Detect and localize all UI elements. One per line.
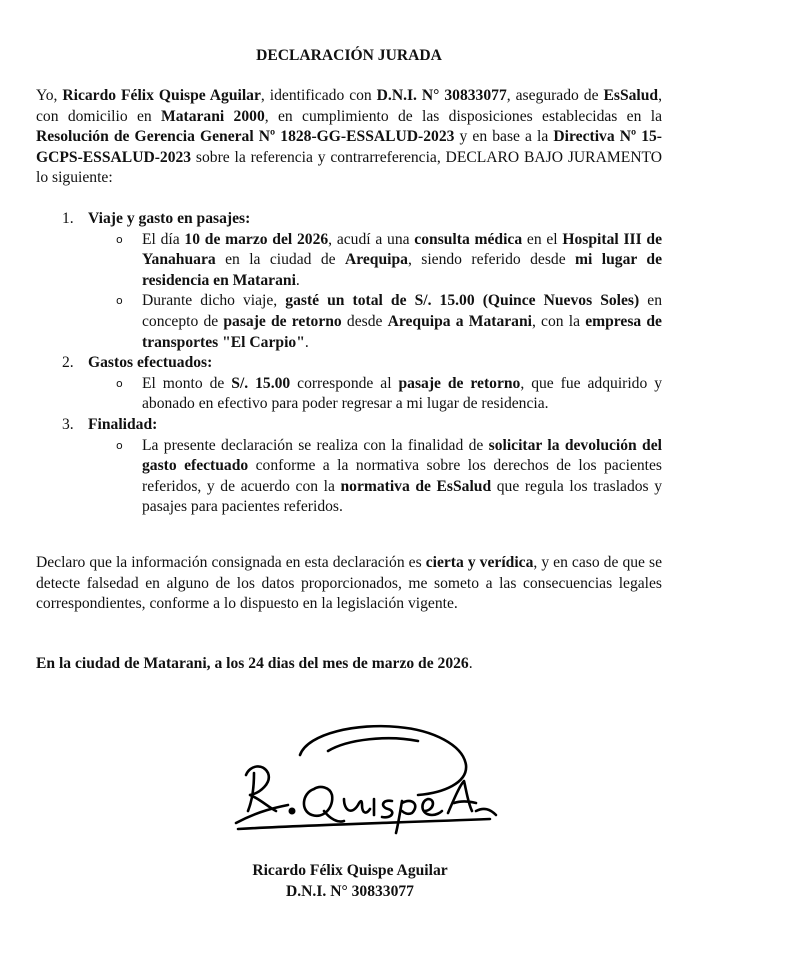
purpose: solicitar la devolución del gasto efectuado <box>142 436 662 475</box>
declaration-items-list <box>36 209 662 518</box>
intro-text-3: , asegurado de <box>506 87 604 104</box>
truthfulness-statement: cierta y verídica <box>425 554 534 571</box>
sub-text: Durante dicho viaje, <box>142 292 286 310</box>
domicile: Matarani 2000 <box>161 107 265 125</box>
hospital-name: Hospital III de Yanahuara <box>142 230 662 269</box>
list-item <box>36 353 662 415</box>
signature-block <box>240 860 460 902</box>
sub-list <box>88 230 662 354</box>
declaration-text-2: , y en caso de que se detecte falsedad en alguno de los datos proporcionados, me someto a las consecuencias legales correspondientes, conforme a lo dispuesto en la legislación vigente. <box>36 554 662 613</box>
sub-text: El monto de <box>142 374 232 392</box>
declarant-name: Ricardo Félix Quispe Aguilar <box>62 87 261 104</box>
intro-text-2: , identificado con <box>260 87 377 104</box>
intro-text-7: sobre la referencia y contrarreferencia, DECLARO BAJO JURAMENTO lo siguiente: <box>36 148 662 187</box>
intro-text-1: Yo, <box>36 87 63 104</box>
regulation: normativa de EsSalud <box>340 477 492 495</box>
sub-text: El día <box>142 230 185 248</box>
directive-reference: Directiva Nº 15-GCPS-ESSALUD-2023 <box>36 128 663 166</box>
resolution-reference: Resolución de Gerencia General Nº 1828-GG-ESSALUD-2023 <box>36 128 455 146</box>
place-date-line <box>36 654 662 675</box>
item-heading: Viaje y gasto en pasajes: <box>88 210 251 227</box>
intro-text-5: , en cumplimiento de las disposiciones establecidas en la <box>264 107 662 125</box>
route: Arequipa a Matarani <box>387 312 532 330</box>
ticket-type: pasaje de retorno <box>398 374 521 392</box>
sub-text: , siendo referido desde <box>407 251 576 269</box>
sub-text: en la ciudad de <box>215 251 345 269</box>
sub-list-item <box>88 230 662 292</box>
declaration-text-1: Declaro que la información consignada en esta declaración es <box>36 554 426 571</box>
sub-list-item <box>88 291 662 353</box>
sub-text: . <box>304 333 309 351</box>
expense-total: gasté un total de S/. 15.00 (Quince Nuevos Soles) <box>285 292 640 310</box>
bullet-circle-icon: o <box>116 232 123 246</box>
city-name: Arequipa <box>344 251 408 269</box>
sub-text: en concepto de <box>142 292 662 330</box>
amount: S/. 15.00 <box>231 374 291 392</box>
consult-type: consulta médica <box>414 230 523 248</box>
item-number: 1. <box>62 210 74 227</box>
declaration-paragraph <box>36 553 662 615</box>
insurer-name: EsSalud <box>603 87 659 104</box>
sub-text: corresponde al <box>290 374 399 392</box>
sub-text: conforme a la normativa sobre los derechos de los pacientes referidos, y de acuerdo con la <box>142 457 663 495</box>
residence: mi lugar de residencia en Matarani <box>142 251 663 289</box>
handwritten-signature <box>228 715 518 845</box>
bullet-circle-icon: o <box>116 294 123 308</box>
item-number: 2. <box>62 354 74 372</box>
sub-text: La presente declaración se realiza con la finalidad de <box>142 436 489 454</box>
sub-list-item <box>88 436 662 518</box>
bullet-circle-icon: o <box>116 438 123 452</box>
ticket-type: pasaje de retorno <box>223 312 342 330</box>
sub-text: desde <box>341 312 388 330</box>
sub-text: , que fue adquirido y abonado en efectivo para poder regresar a mi lugar de residencia. <box>142 374 663 413</box>
sub-list <box>88 436 662 518</box>
intro-text-4: , con domicilio en <box>36 87 662 125</box>
intro-paragraph <box>36 86 662 189</box>
declarant-dni: D.N.I. N° 30833077 <box>376 87 507 104</box>
place-date-text: En la ciudad de Matarani, a los 24 dias del mes de marzo de 2026 <box>36 655 469 672</box>
item-heading: Gastos efectuados: <box>88 354 213 372</box>
place-date-period: . <box>468 655 473 672</box>
sub-list-item <box>88 374 662 415</box>
intro-text-6: y en base a la <box>454 128 554 146</box>
sub-list <box>88 374 662 415</box>
sub-text: que regula los traslados y pasajes para pacientes referidos. <box>142 477 662 516</box>
document-title: DECLARACIÓN JURADA <box>256 47 442 64</box>
bullet-circle-icon: o <box>116 376 123 390</box>
consult-date: 10 de marzo del 2026 <box>184 230 329 248</box>
signatory-dni: D.N.I. N° 30833077 <box>286 883 414 900</box>
item-heading: Finalidad: <box>88 415 158 433</box>
sub-text: , acudí a una <box>328 230 415 248</box>
sub-text: . <box>295 271 300 289</box>
sub-text: , con la <box>531 312 586 330</box>
item-number: 3. <box>62 415 74 433</box>
list-item <box>36 415 662 518</box>
signatory-name: Ricardo Félix Quispe Aguilar <box>252 862 448 879</box>
list-item <box>36 209 662 353</box>
transport-company: empresa de transportes "El Carpio" <box>142 312 662 351</box>
sub-text: en el <box>522 230 563 248</box>
